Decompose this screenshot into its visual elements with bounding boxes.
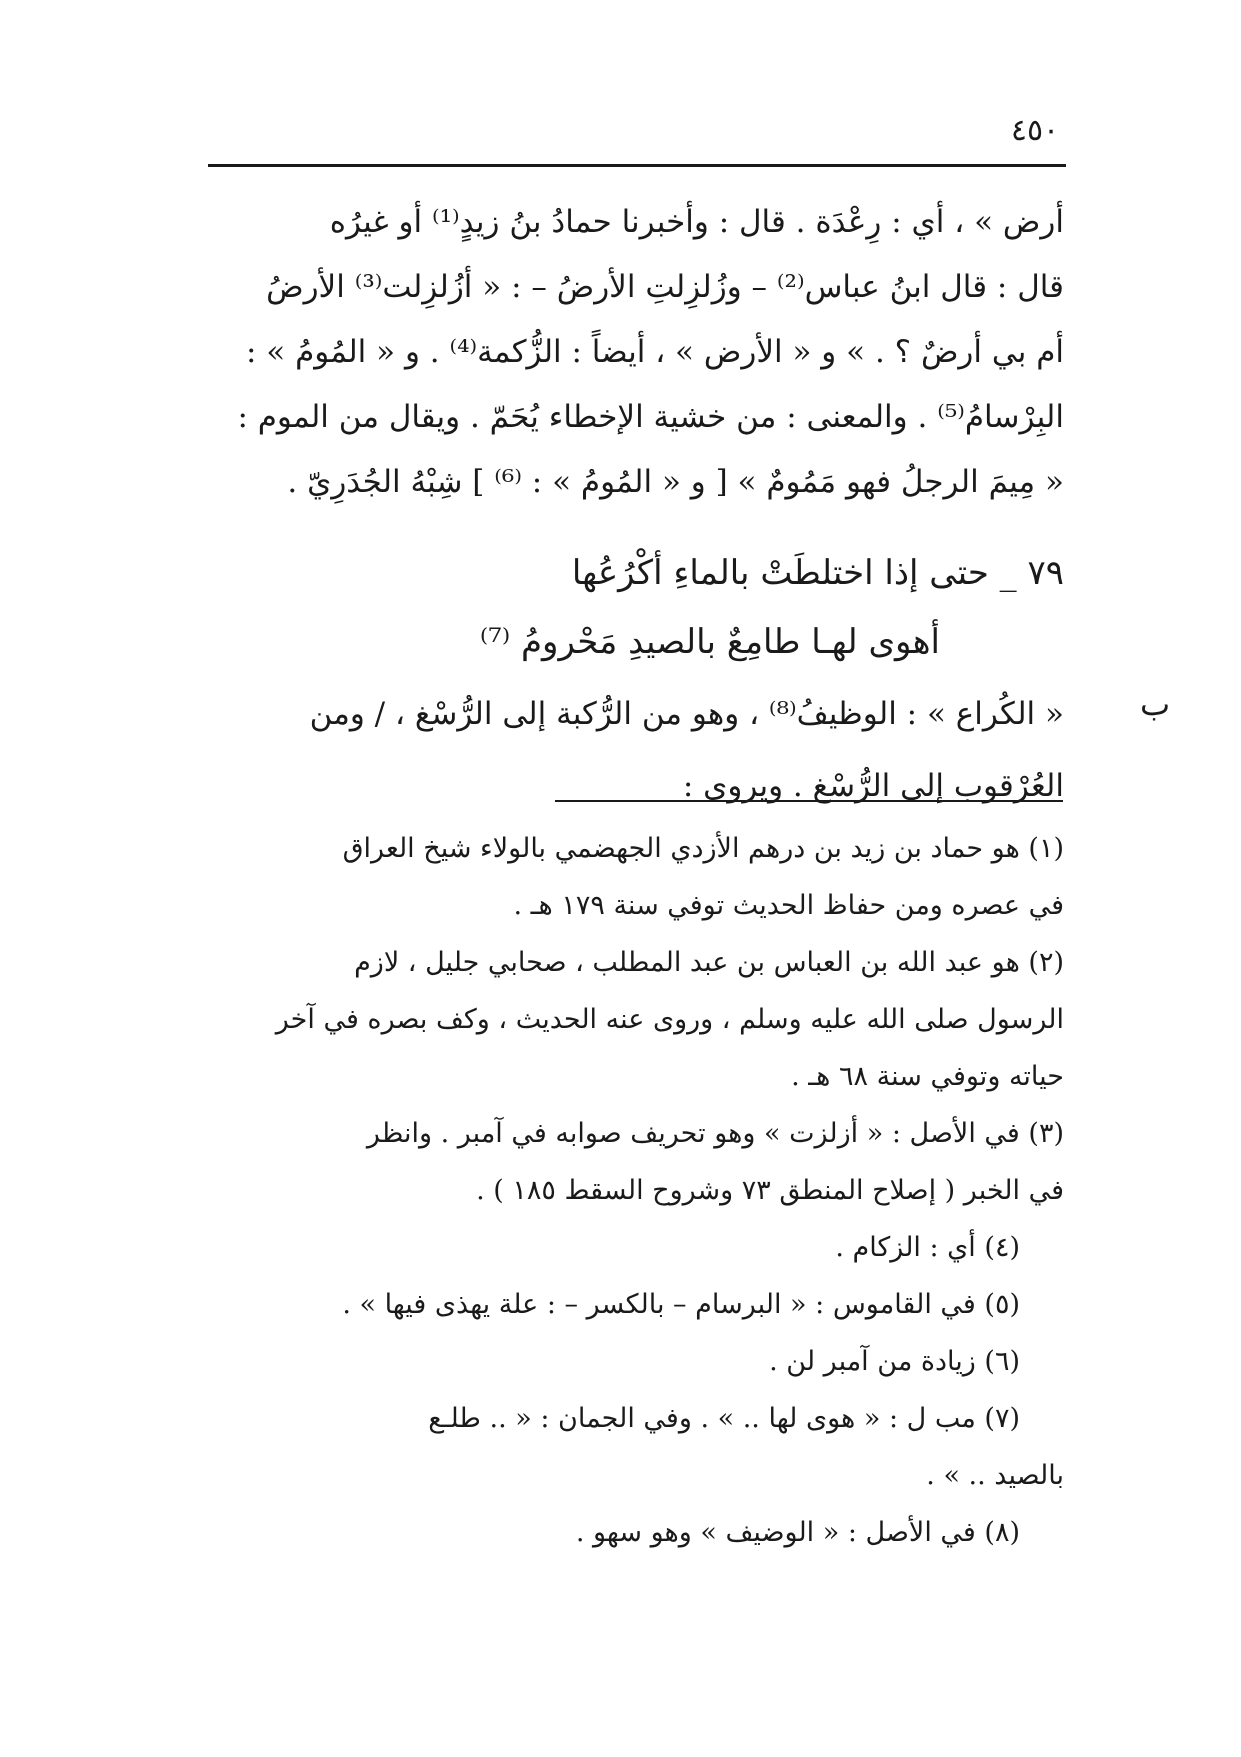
footnote-line: (٦) زيادة من آمبر لن . <box>769 1346 1020 1377</box>
verse-second-hemistich: أهوى لهـا طامِعٌ بالصيدِ مَحْرومُ ⁽⁷⁾ <box>479 622 940 662</box>
footnote-line: في عصره ومن حفاظ الحديث توفي سنة ١٧٩ هـ . <box>513 890 1064 921</box>
footnote-line: (٥) في القاموس : « البرسام – بالكسر – : علة يهذى فيها » . <box>342 1289 1020 1320</box>
text-line: أرض » ، أي : رِعْدَة . قال : وأخبرنا حمادُ بنُ زيدٍ⁽¹⁾ أو غيرُه <box>329 204 1064 240</box>
footnote-line: في الخبر ( إصلاح المنطق ٧٣ وشروح السقط ١٨٥ ) . <box>476 1175 1064 1206</box>
footnote-line: (٢) هو عبد الله بن العباس بن عبد المطلب ، صحابي جليل ، لازم <box>354 947 1064 978</box>
footnote-line: (٧) مب ل : « هوى لها .. » . وفي الجمان : « .. طلـع <box>428 1403 1020 1434</box>
text-line: أم بي أرضٌ ؟ . » و « الأرض » ، أيضاً : الزُّكمة⁽⁴⁾ . و « المُومُ » : <box>245 334 1064 370</box>
page-number: ٤٥٠ <box>1010 113 1060 148</box>
footnote-line: الرسول صلى الله عليه وسلم ، وروى عنه الحديث ، وكف بصره في آخر <box>275 1004 1064 1035</box>
footnote-divider <box>555 800 1063 802</box>
text-line: « مِيمَ الرجلُ فهو مَمُومٌ » [ و « المُومُ » : ⁽⁶⁾ ] شِبْهُ الجُدَرِيّ . <box>287 464 1064 500</box>
verse-first-hemistich: ٧٩ _ حتى إذا اختلطَتْ بالماءِ أكْرُعُها <box>571 553 1064 593</box>
footnote-line: بالصيد .. » . <box>926 1460 1064 1491</box>
text-line: البِرْسامُ⁽⁵⁾ . والمعنى : من خشية الإخطاء يُحَمّ . ويقال من الموم : <box>237 399 1064 435</box>
text-line: قال : قال ابنُ عباس⁽²⁾ – وزُلزِلتِ الأرضُ – : « أزُلزِلت⁽³⁾ الأرضُ <box>266 269 1064 305</box>
footnote-line: (٨) في الأصل : « الوضيف » وهو سهو . <box>575 1517 1020 1548</box>
footnotes <box>212 820 1064 1561</box>
footnote-line: حياته وتوفي سنة ٦٨ هـ . <box>791 1061 1064 1092</box>
margin-folio-mark: ب <box>1140 685 1171 723</box>
footnote-line: (٣) في الأصل : « أزلزت » وهو تحريف صوابه في آمبر . وانظر <box>366 1118 1064 1149</box>
text-line: العُرْقوب إلى الرُّسْغ . ويروى : <box>682 768 1064 804</box>
footnote-line: (٤) أي : الزكام . <box>835 1232 1020 1263</box>
header-rule <box>208 164 1066 167</box>
text-line: « الكُراع » : الوظيفُ⁽⁸⁾ ، وهو من الرُّكبة إلى الرُّسْغ ، / ومن <box>309 696 1064 732</box>
footnote-line: (١) هو حماد بن زيد بن درهم الأزدي الجهضمي بالولاء شيخ العراق <box>342 833 1064 864</box>
main-text <box>212 190 1064 515</box>
